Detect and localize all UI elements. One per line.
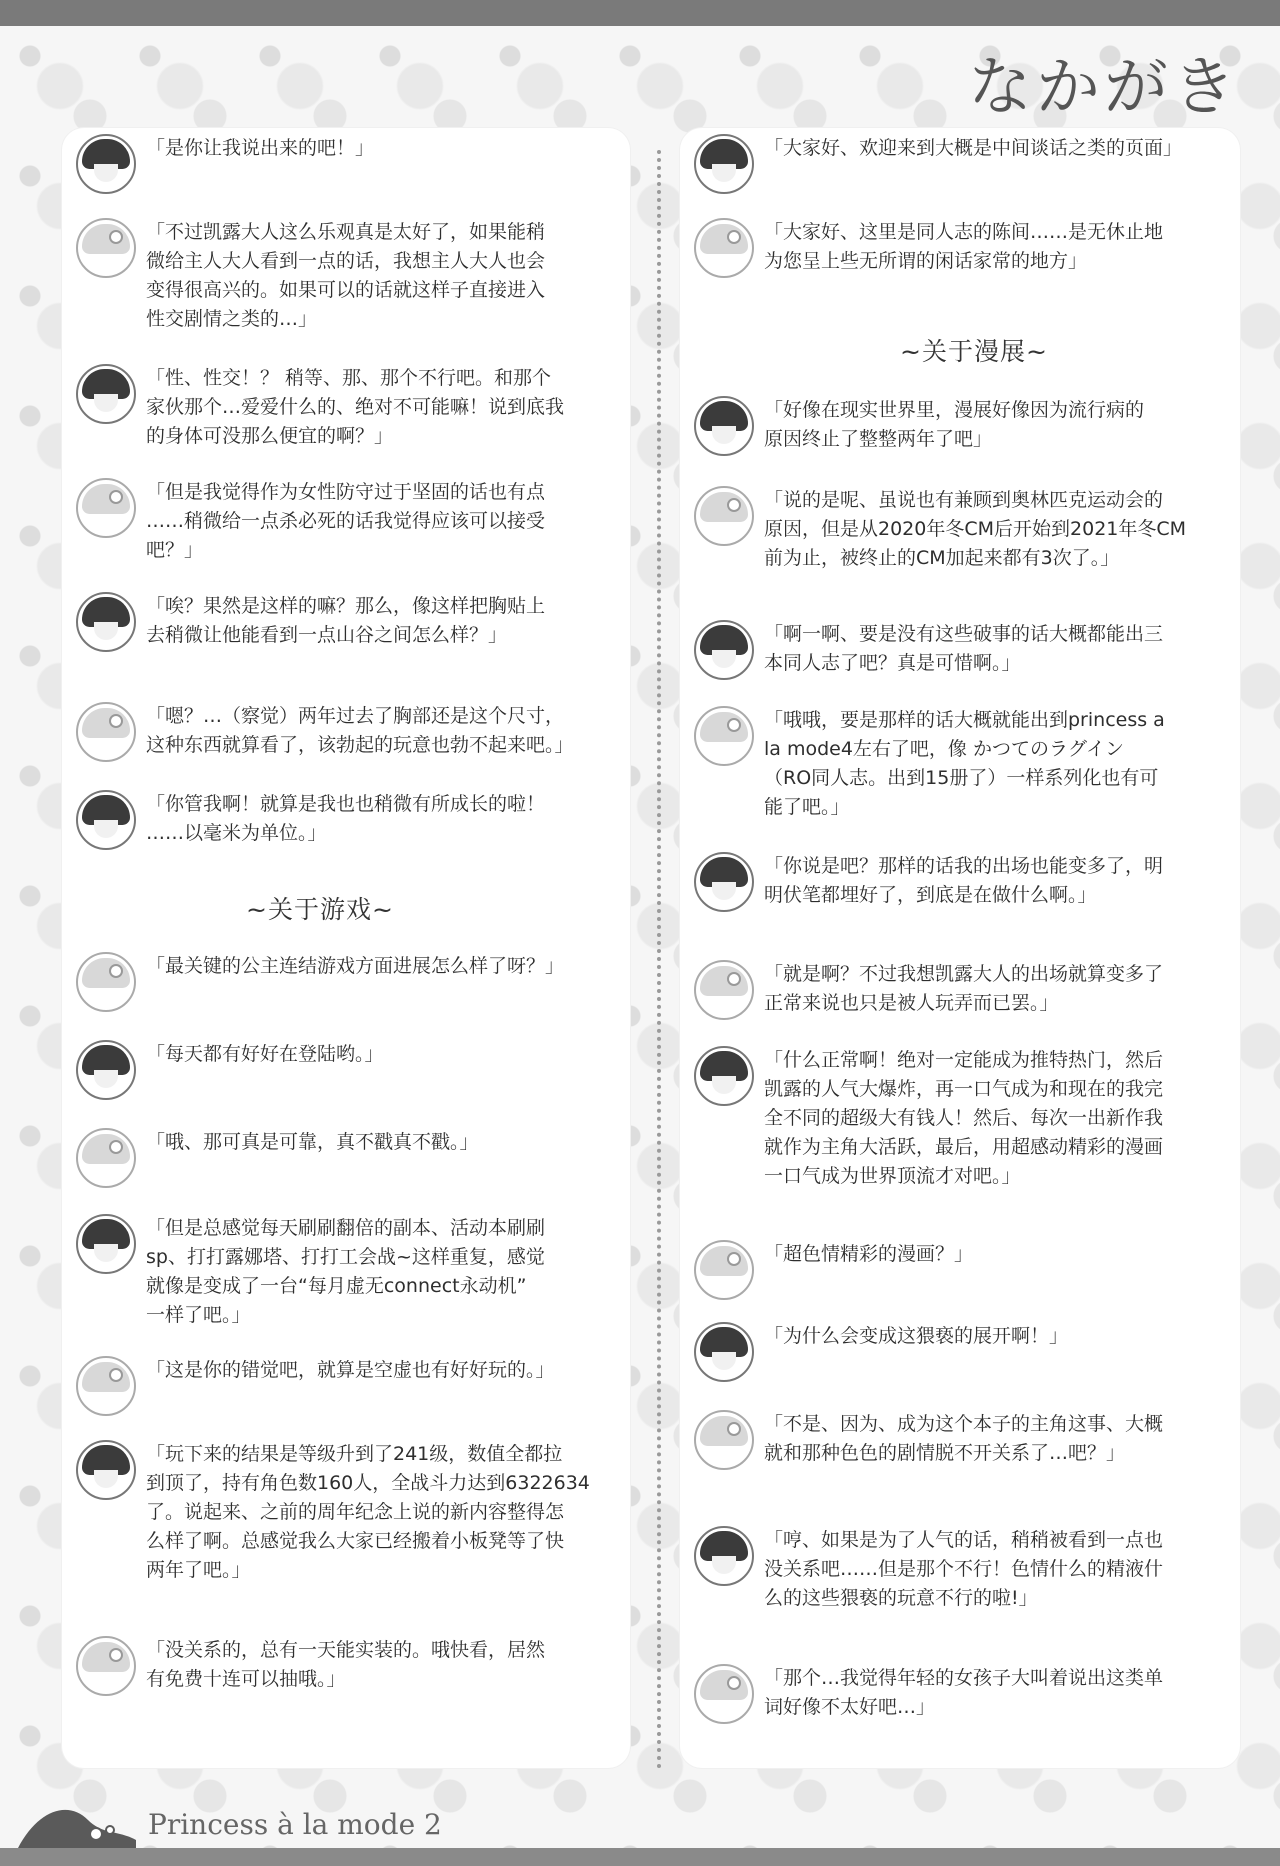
dialogue-text: 「不过凯露大人这么乐观真是太好了，如果能稍 微给主人大人看到一点的话，我想主人大人也会 变得很高兴的。如果可以的话就这样子直接进入 性交剧情之类的…」 [146,221,546,330]
dialogue-entry [76,1440,590,1585]
dialogue-entry [694,852,1163,912]
light-hair-avatar-icon [694,706,754,766]
dialogue-text: 「哦哦，要是那样的话大概就能出到princess a la mode4左右了吧，像 かつてのラグイン （RO同人志。出到15册了）一样系列化也有可 能了吧。」 [764,709,1165,818]
dialogue-entry [694,1322,1068,1382]
dark-hair-avatar-icon [694,1322,754,1382]
bottom-scan-edge [0,1848,1280,1866]
dialogue-text: 「大家好、欢迎来到大概是中间谈话之类的页面」 [764,137,1183,159]
dialogue-text: 「你说是吧？那样的话我的出场也能变多了，明 明伏笔都埋好了，到底是在做什么啊。」 [764,855,1164,906]
dialogue-entry [694,218,1163,278]
dark-hair-avatar-icon [76,364,136,424]
light-hair-avatar-icon [76,702,136,762]
top-scan-edge [0,0,1280,26]
dialogue-text: 「最关键的公主连结游戏方面进展怎么样了呀？」 [146,955,565,977]
dialogue-entry [694,396,1144,456]
dialogue-entry [76,952,564,1012]
dialogue-text: 「为什么会变成这猥亵的展开啊！」 [764,1325,1069,1347]
light-hair-avatar-icon [694,218,754,278]
light-hair-avatar-icon [694,960,754,1020]
dialogue-entry [76,1636,545,1696]
dialogue-entry [694,134,1182,194]
page-heading: なかがき [968,51,1240,125]
light-hair-avatar-icon [694,1240,754,1300]
dialogue-entry [694,960,1163,1020]
dialogue-text: 「大家好、这里是同人志的陈间……是无休止地 为您呈上些无所谓的闲话家常的地方」 [764,221,1164,272]
dialogue-entry [76,592,545,652]
dark-hair-avatar-icon [694,1526,754,1586]
dialogue-text: 「唉？果然是这样的嘛？那么，像这样把胸贴上 去稍微让他能看到一点山谷之间怎么样？」 [146,595,546,646]
light-hair-avatar-icon [76,1356,136,1416]
light-hair-avatar-icon [76,478,136,538]
light-hair-avatar-icon [694,486,754,546]
dialogue-entry [76,1214,545,1330]
section-title-comiket: ~关于漫展~ [900,337,1048,366]
dialogue-entry [76,134,374,194]
dialogue-text: 「每天都有好好在登陆哟。」 [146,1043,384,1065]
dialogue-entry [76,364,564,451]
dark-hair-avatar-icon [76,1040,136,1100]
right-column-panel [680,128,1240,1768]
light-hair-avatar-icon [694,1410,754,1470]
dialogue-text: 「什么正常啊！绝对一定能成为推特热门，然后 凯露的人气大爆炸，再一口气成为和现在的我完 全不同的超级大有钱人！然后、每次一出新作我 就作为主角大活跃，最后，用超感动精彩的漫画 一口气成为世界顶流才对吧。」 [764,1049,1164,1187]
dialogue-text: 「这是你的错觉吧，就算是空虚也有好好玩的。」 [146,1359,555,1381]
light-hair-avatar-icon [76,218,136,278]
dark-hair-avatar-icon [694,620,754,680]
dark-hair-avatar-icon [694,134,754,194]
dialogue-text: 「你管我啊！就算是我也也稍微有所成长的啦！ ……以毫米为单位。」 [146,793,546,844]
dialogue-text: 「超色情精彩的漫画？」 [764,1243,974,1265]
dialogue-entry [76,1128,479,1188]
dark-hair-avatar-icon [694,396,754,456]
dialogue-entry [694,1526,1163,1613]
dark-hair-avatar-icon [694,1046,754,1106]
dialogue-text: 「哼、如果是为了人气的话，稍稍被看到一点也 没关系吧……但是那个不行！色情什么的精液什 么的这些猥亵的玩意不行的啦!」 [764,1529,1164,1609]
footer-flourish-icon [18,1790,138,1850]
dialogue-entry [694,486,1186,573]
dialogue-entry [694,1046,1163,1191]
dialogue-entry [76,1356,555,1416]
dialogue-text: 「说的是呢、虽说也有兼顾到奥林匹克运动会的 原因，但是从2020年冬CM后开始到2021年冬CM 前为止，被终止的CM加起来都有3次了。」 [764,489,1187,569]
dialogue-text: 「那个…我觉得年轻的女孩子大叫着说出这类单 词好像不太好吧…」 [764,1667,1164,1718]
dialogue-entry [76,478,545,565]
dialogue-entry [694,1410,1163,1470]
light-hair-avatar-icon [76,1636,136,1696]
dialogue-entry [76,790,545,850]
dialogue-text: 「好像在现实世界里，漫展好像因为流行病的 原因终止了整整两年了吧」 [764,399,1145,450]
dialogue-entry [694,706,1165,822]
dialogue-text: 「嗯？…（察觉）两年过去了胸部还是这个尺寸， 这种东西就算看了，该勃起的玩意也勃不起来吧。」 [146,705,574,756]
dialogue-text: 「但是总感觉每天刷刷翻倍的副本、活动本刷刷 sp、打打露娜塔、打打工会战~这样重复，感觉 就像是变成了一台“每月虚无connect永动机” 一样了吧。」 [146,1217,546,1326]
dialogue-text: 「没关系的，总有一天能实装的。哦快看，居然 有免费十连可以抽哦。」 [146,1639,546,1690]
light-hair-avatar-icon [76,1128,136,1188]
dialogue-text: 「啊一啊、要是没有这些破事的话大概都能出三 本同人志了吧？真是可惜啊。」 [764,623,1164,674]
dark-hair-avatar-icon [76,592,136,652]
dark-hair-avatar-icon [76,790,136,850]
dialogue-text: 「哦、那可真是可靠，真不戳真不戳。」 [146,1131,479,1153]
dialogue-text: 「不是、因为、成为这个本子的主角这事、大概 就和那种色色的剧情脱不开关系了…吧？」 [764,1413,1164,1464]
light-hair-avatar-icon [694,1664,754,1724]
dialogue-text: 「玩下来的结果是等级升到了241级，数值全都拉 到顶了，持有角色数160人，全战斗力达到6322634 了。说起来、之前的周年纪念上说的新内容整得怎 么样了啊。总感觉我么大家已经搬着小板凳等了快 两年了吧。」 [146,1443,590,1581]
dialogue-entry [694,1240,973,1300]
dark-hair-avatar-icon [76,1214,136,1274]
dialogue-entry [694,620,1163,680]
light-hair-avatar-icon [76,952,136,1012]
dark-hair-avatar-icon [76,134,136,194]
section-title-game: ~关于游戏~ [246,895,394,924]
dialogue-text: 「是你让我说出来的吧！」 [146,137,375,159]
dialogue-entry [694,1664,1163,1724]
footer-book-title: Princess à la mode 2 [148,1808,442,1841]
dialogue-text: 「性、性交！？ 稍等、那、那个不行吧。和那个 家伙那个…爱爱什么的、绝对不可能嘛！说到底我 的身体可没那么便宜的啊？」 [146,367,565,447]
dialogue-entry [76,218,545,334]
dialogue-text: 「但是我觉得作为女性防守过于坚固的话也有点 ……稍微给一点杀必死的话我觉得应该可以接受 吧？」 [146,481,546,561]
dialogue-entry [76,702,574,762]
dark-hair-avatar-icon [694,852,754,912]
dark-hair-avatar-icon [76,1440,136,1500]
dialogue-entry [76,1040,384,1100]
dialogue-text: 「就是啊？不过我想凯露大人的出场就算变多了 正常来说也只是被人玩弄而已罢。」 [764,963,1164,1014]
column-divider [657,150,661,1770]
